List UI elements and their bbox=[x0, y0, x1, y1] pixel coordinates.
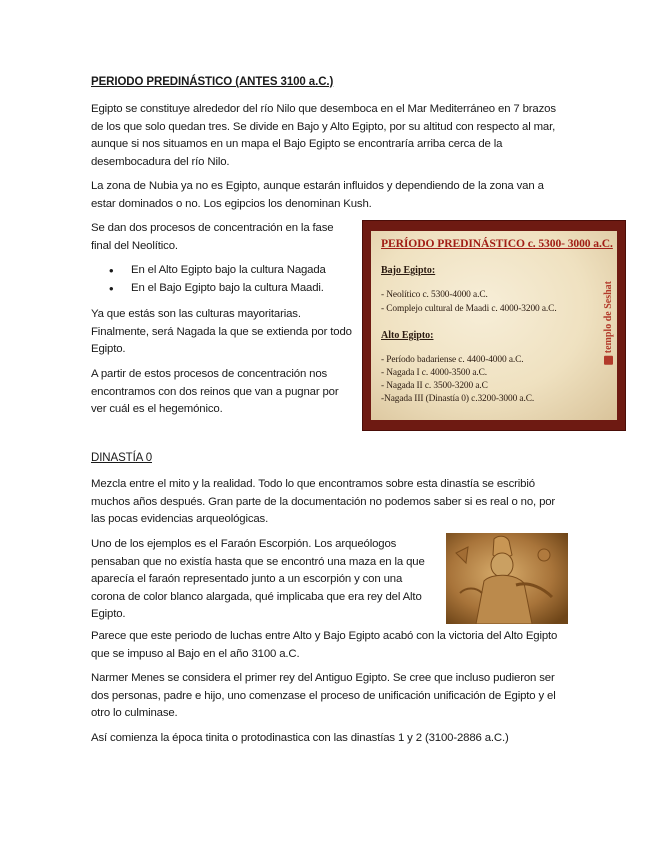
figure-bajo-item: - Complejo cultural de Maadi c. 4000-3200 a.C. bbox=[381, 304, 557, 314]
figure-bajo-heading: Bajo Egipto: bbox=[381, 265, 436, 276]
bullet-item-nagada: • En el Alto Egipto bajo la cultura Nagada bbox=[91, 262, 326, 280]
watermark-text: templo de Seshat bbox=[603, 281, 614, 354]
paragraph-nilo: Egipto se constituye alrededor del río Nilo que desemboca en el Mar Mediterráneo en 7 brazos de los que solo quedan tres. Se divide en Bajo y Alto Egipto, por su altitud con respecto al mar, aunque si nos situamos en un mapa el Bajo Egipto se encontraría arriba cerca de la desembocadura del río Nilo. bbox=[91, 103, 556, 168]
figure-alto-item: - Período badariense c. 4400-4000 a.C. bbox=[381, 355, 524, 365]
figure-alto-heading: Alto Egipto: bbox=[381, 330, 434, 341]
seshat-logo-icon bbox=[605, 356, 614, 365]
figure-alto-item: -Nagada III (Dinastía 0) c.3200-3000 a.C. bbox=[381, 394, 535, 404]
paragraph-reinos: A partir de estos procesos de concentración nos encontramos con dos reinos que van a pugnar por ver cuál es el hegemónico. bbox=[91, 368, 339, 415]
paragraph-mito: Mezcla entre el mito y la realidad. Todo lo que encontramos sobre esta dinastía se escribió muchos años después. Gran parte de la documentación no podemos saber si es real o no, por las pocas evidencias arqueológicas. bbox=[91, 478, 556, 525]
relief-illustration bbox=[446, 533, 568, 624]
figure-paper bbox=[371, 231, 617, 420]
section-heading-predinastico: PERIODO PREDINÁSTICO (ANTES 3100 a.C.) bbox=[91, 76, 334, 88]
scorpion-king-relief-image bbox=[446, 533, 568, 624]
paragraph-concentracion: Se dan dos procesos de concentración en la fase final del Neolítico. bbox=[91, 222, 334, 252]
figure-alto-item: - Nagada II c. 3500-3200 a.C bbox=[381, 381, 488, 391]
paragraph-escorpion: Uno de los ejemplos es el Faraón Escorpión. Los arqueólogos pensaban que no existía hasta que se encontró una maza en la que aparecía el faraón representado junto a un escorpión y con una corona de color blanco alargada, qué implicaba que era rey del Alto Egipto. bbox=[91, 538, 425, 620]
bullet-item-maadi: • En el Bajo Egipto bajo la cultura Maadi. bbox=[91, 280, 326, 298]
paragraph-nubia: La zona de Nubia ya no es Egipto, aunque estarán influidos y dependiendo de la zona van a estar dominados o no. Los egipcios los denominan Kush. bbox=[91, 180, 544, 210]
paragraph-narmer: Narmer Menes se considera el primer rey del Antiguo Egipto. Se cree que incluso pudieron ser dos personas, padre e hijo, uno comenzase el proceso de unificación unificación de Egipto y el otro lo culminase. bbox=[91, 672, 556, 719]
figure-watermark bbox=[603, 281, 614, 368]
figure-title: PERÍODO PREDINÁSTICO c. 5300- 3000 a.C. bbox=[381, 237, 613, 250]
predinastico-timeline-figure bbox=[362, 220, 626, 431]
paragraph-victoria: Parece que este periodo de luchas entre Alto y Bajo Egipto acabó con la victoria del Alto Egipto que se impuso al Bajo en el año 3100 a.C. bbox=[91, 630, 558, 660]
section-heading-dinastia-0: DINASTÍA 0 bbox=[91, 452, 152, 464]
paragraph-epoca-tinita: Así comienza la época tinita o protodinastica con las dinastías 1 y 2 (3100-2886 a.C.) bbox=[91, 732, 509, 744]
paragraph-culturas: Ya que estás son las culturas mayoritarias. Finalmente, será Nagada la que se extienda por todo Egipto. bbox=[91, 308, 352, 355]
culture-bullet-list bbox=[91, 262, 326, 297]
figure-alto-item: - Nagada I c. 4000-3500 a.C. bbox=[381, 368, 488, 378]
figure-bajo-item: - Neolítico c. 5300-4000 a.C. bbox=[381, 290, 488, 300]
